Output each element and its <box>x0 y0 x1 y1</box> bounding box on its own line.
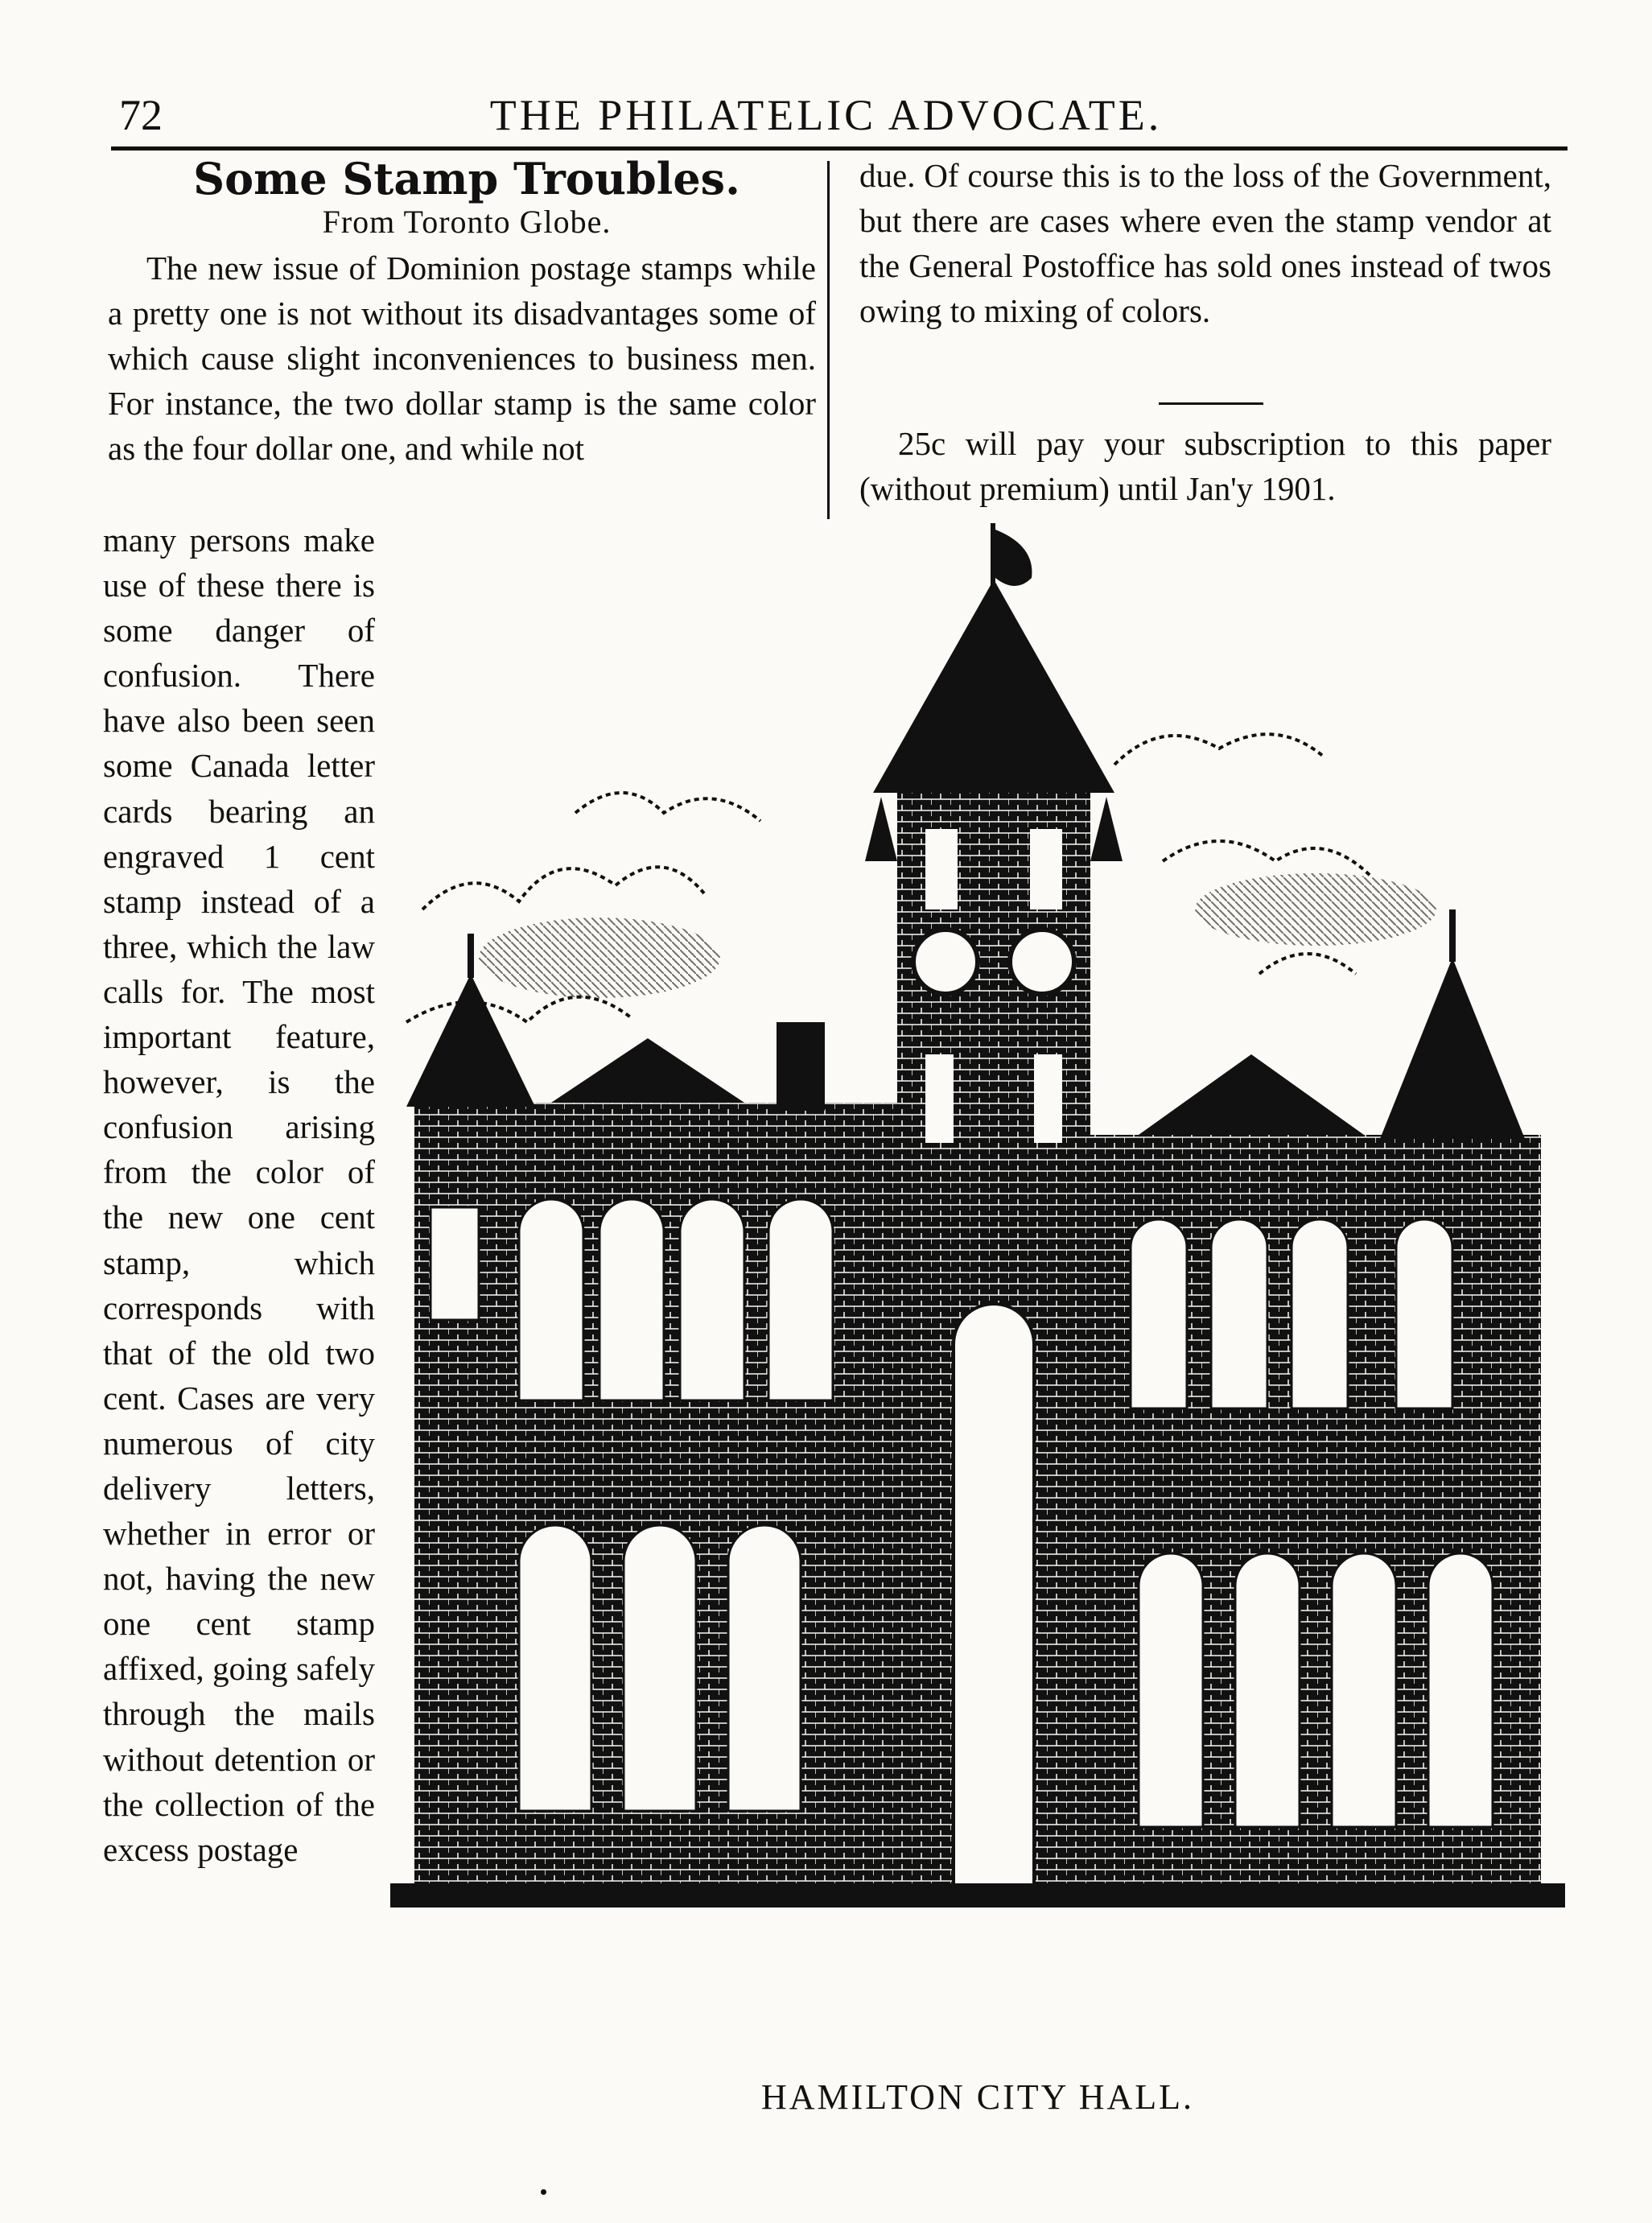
subscription-notice: 25c will pay your subscription to this paper (without premium) until Jan'y 1901. <box>859 425 1551 507</box>
illustration-caption: HAMILTON CITY HALL. <box>760 2077 1195 2117</box>
ground <box>390 1883 1565 1907</box>
article-title: Some Stamp Troubles. <box>193 153 740 204</box>
page-number: 72 <box>119 91 163 139</box>
article-text-continued: due. Of course this is to the loss of the Government, but there are cases where even the stamp vendor at the General Postoffice has sold ones instead of twos owing to mixing of colors. <box>859 157 1551 329</box>
article-source: From Toronto Globe. <box>322 204 612 240</box>
article-text-top: The new issue of Dominion postage stamps while a pretty one is not without its disadvantages some of which cause slight inconveniences to business men. For instance, the two dollar stamp is the same color as the four dollar one, and while not <box>108 250 816 467</box>
right-wing <box>1090 909 1541 1891</box>
article-text-narrow: many persons make use of these there is some danger of confusion. There have also been seen some Canada letter cards bearing an engraved 1 cent stamp instead of a three, which the law calls for. The most important feature, however, is the confusion arising from the color of the new one cent stamp, which corresponds with that of the old two cent. Cases are very numerous of city delivery letters, whether in error or not, having the new one cent stamp affixed, going safely through the mails without detention or the collection of the excess postage <box>103 522 375 1868</box>
print-speck <box>541 2189 546 2195</box>
running-head: THE PHILATELIC ADVOCATE. <box>489 91 1163 139</box>
city-hall-engraving <box>390 523 1565 2052</box>
left-wing <box>406 934 905 1891</box>
column-divider <box>827 161 830 519</box>
section-rule <box>1159 402 1263 405</box>
header-rule <box>111 146 1568 151</box>
